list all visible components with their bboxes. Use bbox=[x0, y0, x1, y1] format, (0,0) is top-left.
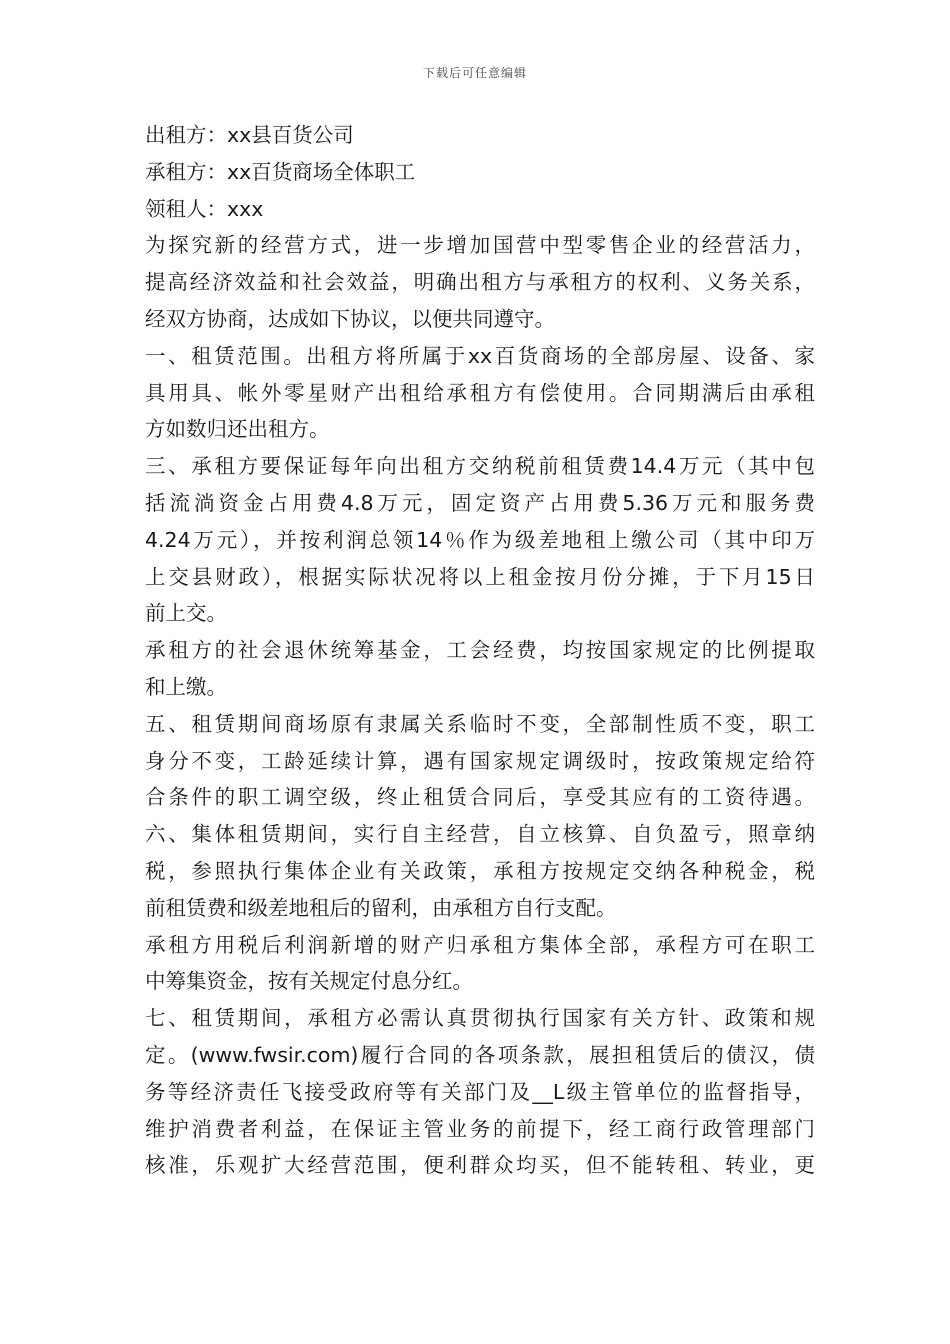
body-line: 经双方协商，达成如下协议，以便共同遵守。 bbox=[145, 306, 555, 331]
body-line: 提高经济效益和社会效益，明确出租方与承租方的权利、义务关系， bbox=[145, 270, 815, 295]
body-line: 税，参照执行集体企业有关政策，承租方按规定交纳各种税金，税 bbox=[145, 858, 815, 883]
body-line: 七、租赁期间，承租方必需认真贯彻执行国家有关方针、政策和规 bbox=[145, 1006, 815, 1031]
body-line: 核准，乐观扩大经营范围，便利群众均买，但不能转租、转业，更 bbox=[145, 1153, 815, 1178]
body-line: 务等经济责任飞接受政府等有关部门及__L级主管单位的监督指导， bbox=[145, 1079, 815, 1104]
body-line: 方如数归还出租方。 bbox=[145, 417, 330, 442]
body-line: 五、租赁期间商场原有隶属关系临时不变，全部制性质不变，职工 bbox=[145, 711, 815, 736]
header-note: 下载后可任意编辑 bbox=[422, 66, 527, 80]
body-line: 三、承租方要保证每年向出租方交纳税前租赁费14.4万元（其中包 bbox=[145, 454, 815, 479]
body-line: 具用具、帐外零星财产出租给承租方有偿使用。合同期满后由承租 bbox=[145, 380, 815, 405]
body-line: 合条件的职工调空级，终止租赁合同后，享受其应有的工资待遇。 bbox=[145, 785, 815, 810]
body-line: 括流淌资金占用费4.8万元，固定资产占用费5.36万元和服务费 bbox=[145, 490, 815, 515]
body-line: 六、集体租赁期间，实行自主经营，自立核算、自负盈亏，照章纳 bbox=[145, 822, 815, 847]
document-body bbox=[145, 117, 815, 1184]
body-line: 定。(www.fwsir.com)履行合同的各项条款，展担租赁后的债汉，债 bbox=[145, 1042, 815, 1067]
body-line: 一、租赁范围。出租方将所属于xx百货商场的全部房屋、设备、家 bbox=[145, 343, 815, 368]
body-line: 维护消费者利益，在保证主管业务的前提下，经工商行政管理部门 bbox=[145, 1116, 815, 1141]
body-line: 承租方的社会退休统筹基金，工会经费，均按国家规定的比例提取 bbox=[145, 638, 815, 663]
body-line: 出租方：xx县百货公司 bbox=[145, 123, 354, 147]
body-line: 上交县财政），根据实际状况将以上租金按月份分摊，于下月15日 bbox=[145, 564, 815, 589]
body-line: 和上缴。 bbox=[145, 674, 227, 699]
body-line: 承租方：xx百货商场全体职工 bbox=[145, 159, 416, 184]
body-line: 承租方用税后利润新增的财产归承租方集体全部，承程方可在职工 bbox=[145, 932, 815, 957]
body-line: 4.24万元），并按利润总领14％作为级差地租上缴公司（其中印万 bbox=[145, 527, 815, 552]
body-line: 为探究新的经营方式，进一步增加国营中型零售企业的经营活力， bbox=[145, 233, 815, 258]
body-line: 中筹集资金，按有关规定付息分红。 bbox=[145, 969, 473, 994]
body-line: 身分不变，工龄延续计算，遇有国家规定调级时，按政策规定给符 bbox=[145, 748, 815, 773]
body-line: 前上交。 bbox=[145, 601, 227, 626]
body-line: 前租赁费和级差地租后的留利，由承租方自行支配。 bbox=[145, 895, 617, 920]
body-line: 领租人：xxx bbox=[145, 196, 264, 221]
